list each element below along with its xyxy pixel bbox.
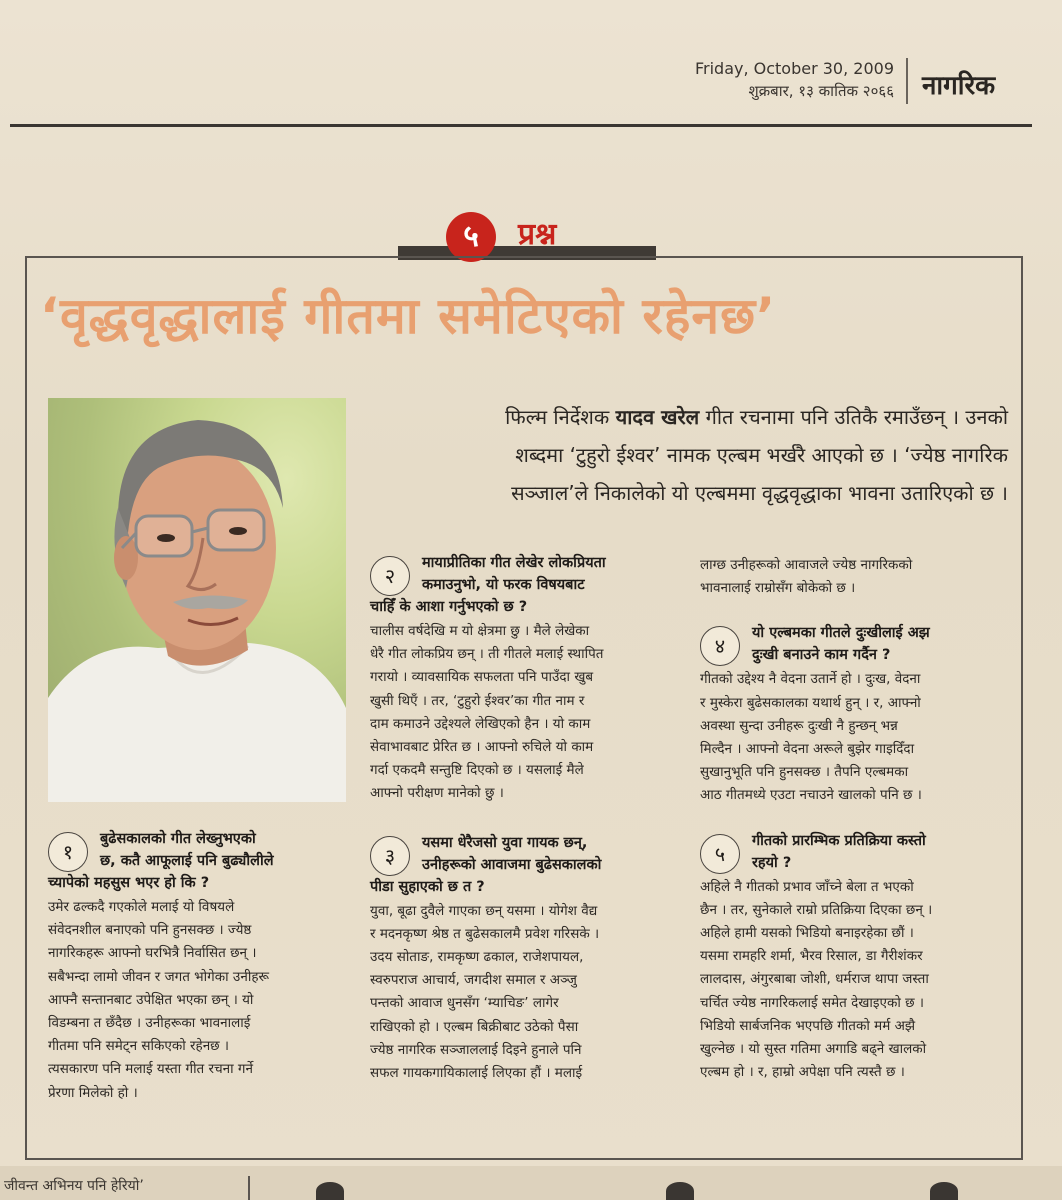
next-article-glyph xyxy=(316,1182,344,1200)
answer-4 xyxy=(700,668,1005,807)
answer-4-line: आठ गीतमध्ये एउटा नचाउने खालको पनि छ । xyxy=(700,787,922,804)
issue-date-nepali: शुक्रबार, १३ कातिक २०६६ xyxy=(748,82,894,100)
answer-3-line: युवा, बूढा दुवैले गाएका छन् यसमा । योगेश वैद्य xyxy=(370,902,598,919)
answer-4-line: सुखानुभूति पनि हुनसक्छ । तैपनि एल्बमका xyxy=(700,764,909,781)
newspaper-brand: नागरिक xyxy=(922,71,996,101)
spacer xyxy=(700,808,1005,830)
answer-3-line: पन्तको आवाज धुनसँग ‘म्याचिङ’ लागेर xyxy=(370,995,559,1012)
answer-2-line: सेवाभावबाट प्रेरित छ । आफ्नो रुचिले यो काम xyxy=(370,739,594,756)
answer-3-line: भावनालाई राम्रोसँग बोकेको छ । xyxy=(700,580,856,597)
intro-line-1-start: फिल्म निर्देशक xyxy=(505,405,616,429)
answer-1-line: विडम्बना त छँदैछ । उनीहरूका भावनालाई xyxy=(48,1015,251,1032)
answer-5-line: भिडियो सार्बजनिक भएपछि गीतको मर्म अझै xyxy=(700,1017,916,1034)
answer-2-line: आफ्नो परीक्षण मानेको छु । xyxy=(370,785,504,802)
question-4-line-2: दुःखी बनाउने काम गर्दैन ? xyxy=(752,647,891,664)
answer-1-line: सबैभन्दा लामो जीवन र जगत भोगेका उनीहरू xyxy=(48,968,269,985)
answer-3-line: र मदनकृष्ण श्रेष्ठ त बुढेसकालमै प्रवेश गरिसके । xyxy=(370,925,600,942)
question-1 xyxy=(48,828,348,894)
answer-5-line: अहिले हामी यसको भिडियो बनाइरहेका छौं । xyxy=(700,925,914,942)
question-5-line-1: गीतको प्रारम्भिक प्रतिक्रिया कस्तो xyxy=(752,832,926,849)
answer-1-line: नागरिकहरू आफ्नो घरभित्रै निर्वासित छन् । xyxy=(48,945,257,962)
answer-5-line: छैन । तर, सुनेकाले राम्रो प्रतिक्रिया दिएका छन् । xyxy=(700,901,933,918)
answer-1 xyxy=(48,896,348,1105)
answer-2-line: दाम कमाउने उद्देश्यले लेखिएको हैन । यो काम xyxy=(370,715,591,732)
answer-1-line: प्रेरणा मिलेको हो । xyxy=(48,1084,138,1101)
next-article-glyph xyxy=(930,1182,958,1200)
question-1-line-3: च्यापेको महसुस भएर हो कि ? xyxy=(48,875,210,891)
portrait-photo xyxy=(48,398,346,802)
answer-3-line: लाग्छ उनीहरूको आवाजले ज्येष्ठ नागरिकको xyxy=(700,557,913,573)
question-number-4: ४ xyxy=(700,626,740,666)
next-article-fragment: जीवन्त अभिनय पनि हेरियो’ xyxy=(4,1178,144,1194)
spacer xyxy=(370,806,670,832)
answer-1-line: गीतमा पनि समेट्न सकिएको रहेनछ । xyxy=(48,1038,230,1055)
next-article-divider xyxy=(248,1176,250,1200)
next-article-strip xyxy=(0,1166,1062,1200)
column-middle xyxy=(370,552,670,1085)
question-2-line-3: चाहिँ के आशा गर्नुभएको छ ? xyxy=(370,599,528,615)
intro-line-1 xyxy=(372,398,1008,436)
answer-3-line: उदय सोताङ, रामकृष्ण ढकाल, राजेशपायल, xyxy=(370,949,584,966)
answer-2 xyxy=(370,620,670,806)
answer-3-line: स्वरुपराज आचार्य, जगदीश समाल र अञ्जु xyxy=(370,972,577,989)
header-rule xyxy=(10,124,1032,127)
answer-3-line: ज्येष्ठ नागरिक सञ्जाललाई दिइने हुनाले पनि xyxy=(370,1041,582,1058)
question-1-line-1: बुढेसकालको गीत लेख्नुभएको xyxy=(100,831,256,847)
issue-date-english: Friday, October 30, 2009 xyxy=(694,59,894,78)
question-1-line-2: छ, कतै आफूलाई पनि बुढ्यौलीले xyxy=(100,853,274,869)
answer-5-line: चर्चित ज्येष्ठ नागरिकलाई समेत देखाइएको छ । xyxy=(700,994,924,1011)
question-5-line-2: रहयो ? xyxy=(752,854,792,871)
section-number-badge: ५ xyxy=(446,212,496,262)
question-2-line-1: मायाप्रीतिका गीत लेखेर लोकप्रियता xyxy=(422,555,606,571)
answer-2-line: चालीस वर्षदेखि म यो क्षेत्रमा छु । मैले लेखेका xyxy=(370,623,590,639)
question-3-line-3: पीडा सुहाएको छ त ? xyxy=(370,878,485,895)
answer-4-line: मिल्दैन । आफ्नो वेदना अरूले बुझेर गाइदिँदा xyxy=(700,741,915,758)
question-4 xyxy=(700,622,1005,666)
column-right xyxy=(700,552,1005,1084)
answer-2-line: गर्दा एकदमै सन्तुष्टि दिएको छ । यसलाई मैले xyxy=(370,762,584,779)
question-number-2: २ xyxy=(370,556,410,596)
answer-5-line: यसमा रामहरि शर्मा, भैरव रिसाल, डा गैरीशंकर xyxy=(700,948,923,965)
answer-1-line: आफ्नै सन्तानबाट उपेक्षित भएका छन् । यो xyxy=(48,991,254,1008)
question-3-line-1: यसमा धेरैजसो युवा गायक छन्, xyxy=(422,834,588,851)
question-number-5: ५ xyxy=(700,834,740,874)
next-article-glyph xyxy=(666,1182,694,1200)
answer-4-line: गीतको उद्देश्य नै वेदना उतार्ने हो । दुःख, वेदना xyxy=(700,671,921,688)
answer-2-line: खुसी थिएँ । तर, ‘टुहुरो ईश्वर’का गीत नाम र xyxy=(370,692,585,709)
answer-4-line: अवस्था सुन्दा उनीहरू दुःखी नै हुन्छन् भन्न xyxy=(700,717,898,734)
answer-2-line: धेरै गीत लोकप्रिय छन् । ती गीतले मलाई स्थापित xyxy=(370,646,604,663)
issue-date xyxy=(695,58,894,102)
answer-3-line: सफल गायकगायिकालाई लिएका हौं । मलाई xyxy=(370,1065,583,1082)
spacer xyxy=(700,600,1005,622)
answer-1-line: त्यसकारण पनि मलाई यस्ता गीत रचना गर्ने xyxy=(48,1061,254,1078)
question-5 xyxy=(700,830,1005,874)
answer-5-line: लालदास, अंगुरबाबा जोशी, धर्मराज थापा जस्ता xyxy=(700,971,929,988)
question-4-line-1: यो एल्बमका गीतले दुःखीलाई अझ xyxy=(752,625,930,642)
answer-4-line: र मुस्केरा बुढेसकालका यथार्थ हुन् । र, आफ्नो xyxy=(700,694,921,711)
intro-line-2: शब्दमा ‘टुहुरो ईश्वर’ नामक एल्बम भर्खरै आएको छ । ‘ज्येष्ठ नागरिक xyxy=(515,443,1008,467)
header-divider xyxy=(906,58,908,104)
answer-5-line: खुल्नेछ । यो सुस्त गतिमा अगाडि बढ्ने खालको xyxy=(700,1041,927,1058)
question-3-line-2: उनीहरूको आवाजमा बुढेसकालको xyxy=(422,856,602,873)
answer-3 xyxy=(370,900,670,1086)
intro-line-3: सञ्जाल’ले निकालेको यो एल्बममा वृद्धवृद्धाका भावना उतारिएको छ । xyxy=(511,481,1008,505)
question-number-1: १ xyxy=(48,832,88,872)
question-2-line-2: कमाउनुभो, यो फरक विषयबाट xyxy=(422,577,585,593)
column-left xyxy=(48,828,348,1105)
intro-line-1-end: गीत रचनामा पनि उतिकै रमाउँछन् । उनको xyxy=(699,405,1008,429)
portrait-illustration xyxy=(48,398,346,802)
answer-2-line: गरायो । व्यावसायिक सफलता पनि पाउँदा खुब xyxy=(370,669,594,686)
section-label: प्रश्न xyxy=(518,217,557,252)
answer-1-line: उमेर ढल्कदै गएकोले मलाई यो विषयले xyxy=(48,899,235,915)
answer-3-continued xyxy=(700,554,1005,600)
answer-3-line: राखिएको हो । एल्बम बिक्रीबाट उठेको पैसा xyxy=(370,1018,579,1035)
question-2 xyxy=(370,552,670,618)
question-3 xyxy=(370,832,670,898)
article-headline: ‘वृद्धवृद्धालाई गीतमा समेटिएको रहेनछ’ xyxy=(40,287,777,345)
answer-5-line: एल्बम हो । र, हाम्रो अपेक्षा पनि त्यस्तै छ । xyxy=(700,1064,905,1081)
answer-5-line: अहिले नै गीतको प्रभाव जाँच्ने बेला त भएको xyxy=(700,878,914,895)
answer-1-line: संवेदनशील बनाएको पनि हुनसक्छ । ज्येष्ठ xyxy=(48,922,252,939)
article-intro xyxy=(372,398,1008,512)
answer-5 xyxy=(700,876,1005,1085)
interviewee-name: यादव खरेल xyxy=(615,405,700,429)
question-number-3: ३ xyxy=(370,836,410,876)
